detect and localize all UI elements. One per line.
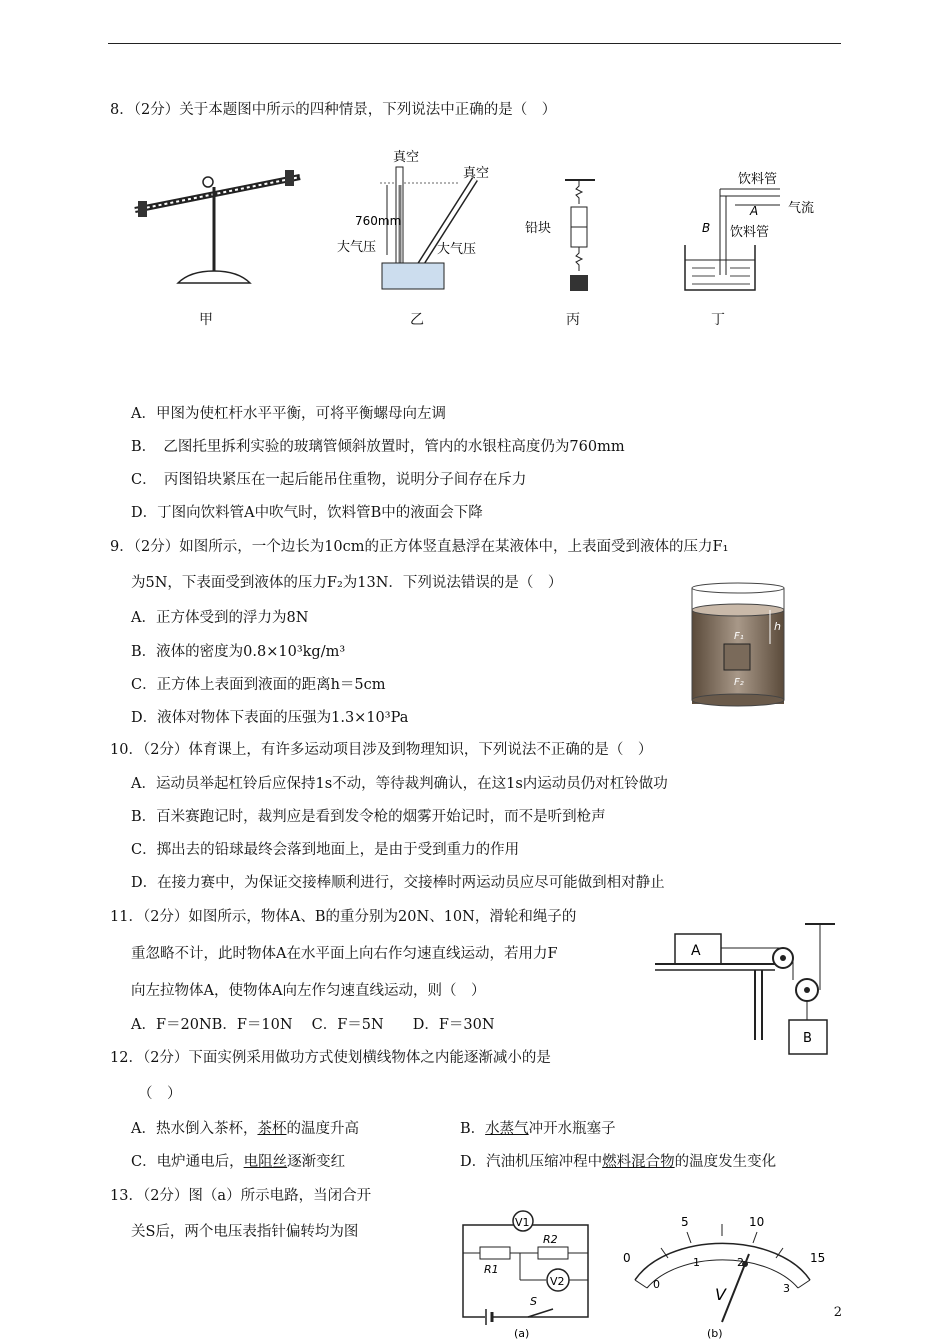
q11-line3: 向左拉物体A，使物体A向左作匀速直线运动，则（ ） bbox=[131, 983, 486, 999]
q8-option-a: A．甲图为使杠杆水平平衡，可将平衡螺母向左调 bbox=[131, 406, 446, 422]
figure-jia-lever bbox=[130, 165, 310, 295]
fig-label-yi: 乙 bbox=[410, 312, 424, 328]
q10-option-d: D．在接力赛中，为保证交接棒顺利进行，交接棒时两运动员应尽可能做到相对静止 bbox=[131, 875, 665, 891]
meter-top-0: 0 bbox=[623, 1251, 631, 1265]
circuit-v2: V2 bbox=[550, 1275, 565, 1288]
q12-paren: （ ） bbox=[138, 1086, 182, 1102]
q11-block-a: A bbox=[691, 943, 701, 959]
meter-unit: V bbox=[715, 1285, 726, 1304]
q12-option-b: B．水蒸气冲开水瓶塞子 bbox=[460, 1121, 616, 1137]
q10-option-a: A．运动员举起杠铃后应保持1s不动，等待裁判确认，在这1s内运动员仍对杠铃做功 bbox=[131, 776, 668, 792]
circuit-r2: R2 bbox=[543, 1233, 558, 1246]
q9-line2: 为5N，下表面受到液体的压力F₂为13N．下列说法错误的是（ ） bbox=[131, 575, 563, 591]
q8-stem: 8．（2分）关于本题图中所示的四种情景，下列说法中正确的是（ ） bbox=[110, 102, 557, 118]
figure-q13-voltmeter bbox=[615, 1210, 830, 1340]
q13-line1: 13．（2分）图（a）所示电路，当闭合开 bbox=[110, 1188, 372, 1204]
yi-atm-right: 大气压 bbox=[437, 242, 477, 257]
q8-option-d: D．丁图向饮料管A中吹气时，饮料管B中的液面会下降 bbox=[131, 505, 483, 521]
q12-stem: 12．（2分）下面实例采用做功方式使划横线物体之内能逐渐减小的是 bbox=[110, 1050, 551, 1066]
bing-lead-label: 铅块 bbox=[525, 221, 552, 236]
q9-f2: F₂ bbox=[734, 677, 744, 688]
figure-ding-straws bbox=[680, 165, 830, 300]
q9-option-c: C．正方体上表面到液面的距离h＝5cm bbox=[131, 677, 386, 693]
q10-option-c: C．掷出去的铅球最终会落到地面上，是由于受到重力的作用 bbox=[131, 842, 520, 858]
ding-tube-top: 饮料管 bbox=[738, 172, 778, 187]
fig-label-ding: 丁 bbox=[711, 312, 725, 328]
q8-option-c: C． 丙图铅块紧压在一起后能吊住重物，说明分子间存在斥力 bbox=[131, 472, 527, 488]
meter-top-10: 10 bbox=[749, 1215, 765, 1229]
ding-a: A bbox=[750, 204, 759, 218]
q12-option-d: D．汽油机压缩冲程中燃料混合物的温度发生变化 bbox=[460, 1154, 777, 1170]
meter-top-5: 5 bbox=[681, 1215, 689, 1229]
meter-bottom-1: 1 bbox=[693, 1256, 700, 1269]
q9-option-a: A．正方体受到的浮力为8N bbox=[131, 610, 309, 626]
q9-f1: F₁ bbox=[734, 631, 744, 642]
header-rule bbox=[108, 43, 841, 44]
meter-bottom-3: 3 bbox=[783, 1282, 790, 1295]
circuit-s: S bbox=[530, 1295, 537, 1308]
q13-line2: 关S后，两个电压表指针偏转均为图 bbox=[131, 1224, 359, 1240]
circuit-v1: V1 bbox=[515, 1216, 530, 1229]
q9-line1: 9．（2分）如图所示，一个边长为10cm的正方体竖直悬浮在某液体中，上表面受到液体的压力F₁ bbox=[110, 539, 729, 555]
q10-stem: 10．（2分）体育课上，有许多运动项目涉及到物理知识，下列说法不正确的是（ ） bbox=[110, 742, 653, 758]
yi-760mm: 760mm bbox=[355, 214, 402, 228]
ding-b: B bbox=[702, 221, 711, 235]
circuit-r1: R1 bbox=[484, 1263, 499, 1276]
figure-q9-cube bbox=[690, 582, 800, 707]
q12-option-a: A．热水倒入茶杯，茶杯的温度升高 bbox=[131, 1121, 359, 1137]
figure-yi-torricelli bbox=[335, 145, 505, 295]
ding-flow: 气流 bbox=[788, 201, 815, 216]
meter-caption: (b) bbox=[707, 1327, 723, 1340]
page-number: 2 bbox=[833, 1305, 842, 1320]
yi-vacuum-right: 真空 bbox=[463, 166, 490, 181]
circuit-caption: (a) bbox=[514, 1327, 530, 1340]
q12-option-c: C．电炉通电后，电阻丝逐渐变红 bbox=[131, 1154, 346, 1170]
ding-tube-b: 饮料管 bbox=[730, 225, 770, 240]
yi-atm-left: 大气压 bbox=[337, 240, 377, 255]
yi-vacuum-left: 真空 bbox=[393, 150, 420, 165]
q8-option-b: B． 乙图托里拆利实验的玻璃管倾斜放置时，管内的水银柱高度仍为760mm bbox=[131, 439, 625, 455]
fig-label-bing: 丙 bbox=[566, 312, 580, 328]
figure-q13-circuit bbox=[458, 1205, 593, 1340]
q11-line1: 11．（2分）如图所示，物体A、B的重分别为20N、10N，滑轮和绳子的 bbox=[110, 909, 577, 925]
meter-top-15: 15 bbox=[810, 1251, 826, 1265]
figure-bing-lead bbox=[525, 170, 615, 300]
q10-option-b: B．百米赛跑记时，裁判应是看到发令枪的烟雾开始记时，而不是听到枪声 bbox=[131, 809, 606, 825]
q9-h: h bbox=[774, 620, 781, 633]
meter-bottom-2: 2 bbox=[737, 1256, 744, 1269]
q11-block-b: B bbox=[803, 1031, 812, 1046]
figure-q11-pulley bbox=[655, 920, 840, 1060]
meter-bottom-0: 0 bbox=[653, 1278, 660, 1291]
q11-options: A．F＝20NB．F＝10N C．F＝5N D．F＝30N bbox=[131, 1017, 495, 1033]
q9-option-b: B．液体的密度为0.8×10³kg/m³ bbox=[131, 644, 346, 660]
q11-line2: 重忽略不计，此时物体A在水平面上向右作匀速直线运动，若用力F bbox=[131, 946, 558, 962]
q9-option-d: D．液体对物体下表面的压强为1.3×10³Pa bbox=[131, 710, 409, 726]
fig-label-jia: 甲 bbox=[199, 312, 213, 328]
